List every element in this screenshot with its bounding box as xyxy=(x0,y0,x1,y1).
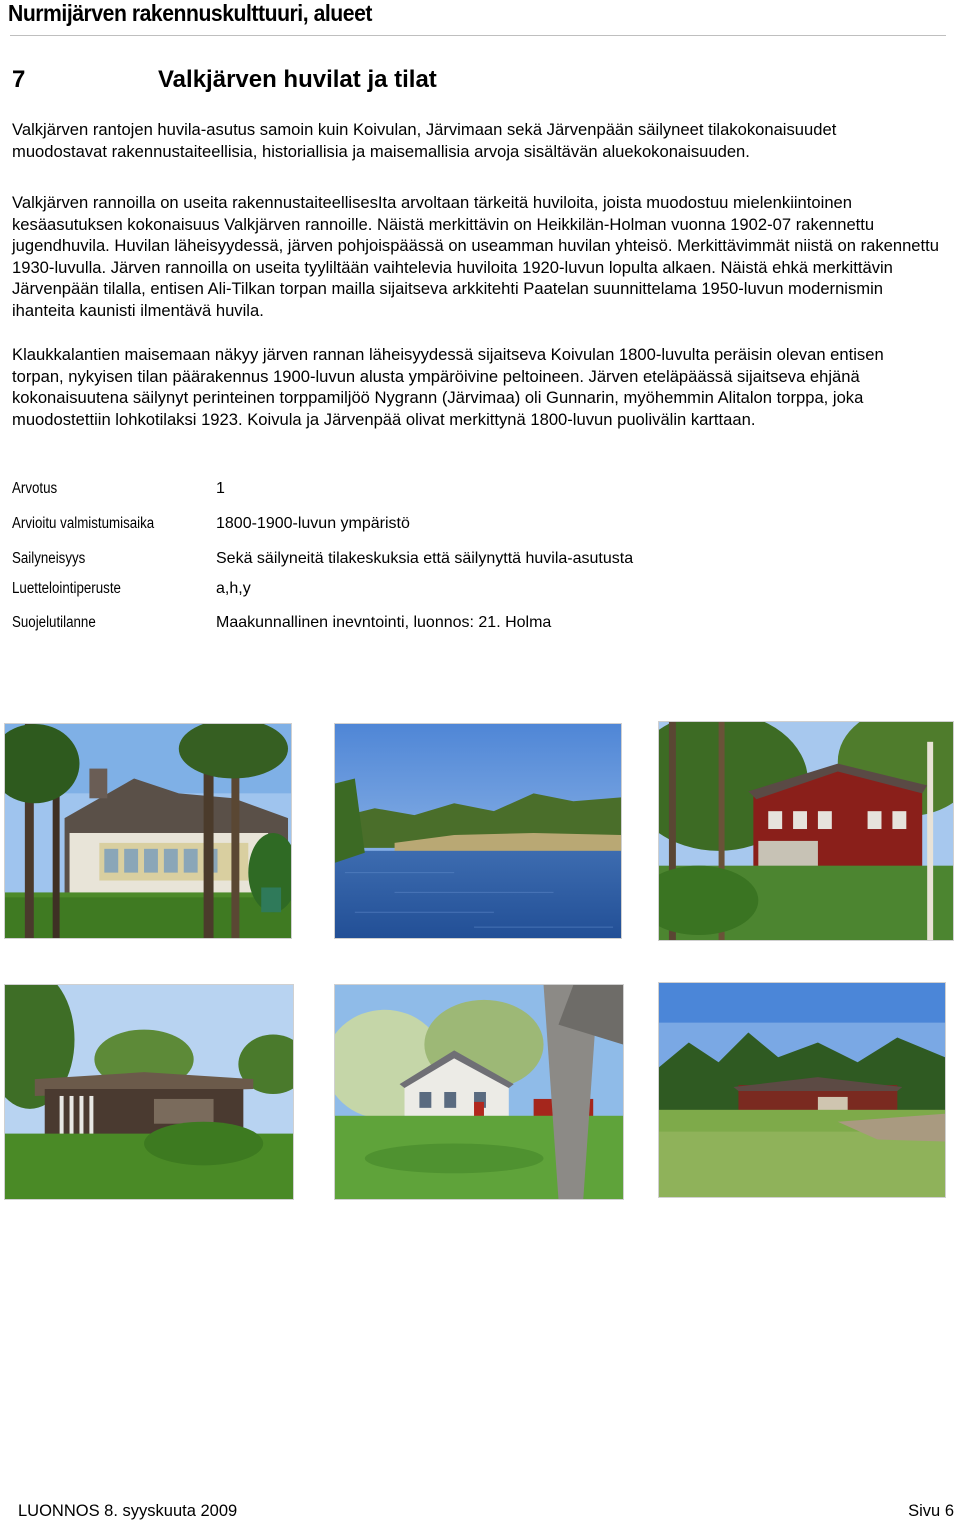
info-label: Arvotus xyxy=(12,480,58,497)
photo-modern-villa xyxy=(4,984,294,1200)
footer-page-number: Sivu 6 xyxy=(908,1502,954,1520)
photo-jugend-villa xyxy=(4,723,292,939)
footer-draft-date: LUONNOS 8. syyskuuta 2009 xyxy=(18,1502,238,1520)
section-title: Valkjärven huvilat ja tilat xyxy=(158,66,437,93)
info-value: 1800-1900-luvun ympäristö xyxy=(216,515,410,532)
info-value: Sekä säilyneitä tilakeskuksia että säilynyttä huvila-asutusta xyxy=(216,550,634,567)
photo-lake-view xyxy=(334,723,622,939)
intro-paragraph: Valkjärven rantojen huvila-asutus samoin kuin Koivulan, Järvimaan sekä Järvenpään säilyneet tilakokonaisuudet muodostavat rakennustaiteellisia, historiallisia ja maisemallisia arvoja sisältävän aluekokonaisuuden. xyxy=(12,120,837,161)
villas-paragraph: Valkjärven rannoilla on useita rakennustaiteellisesIta arvoltaan tärkeitä huviloita, joista muodostuu mielenkiintoinen kesäasutuksen kokonaisuus Valkjärven rannoille. Näistä merkittävin on Heikkilän-Holman vuonna 1902-07 rakennettu jugendhuvila. Huvilan läheisyydessä, järven pohjoispäässä on useamman huvilan yhteisö. Merkittävimmät niistä on rakennettu 1930-luvulla. Järven rannoilla on useita tyyliltään vaihtelevia huviloita 1920-luvun lopulta alkaen. Näistä ehkä merkittävin Järvenpään tilalla, entisen Ali-Tilkan torpan mailla sijaitseva arkkitehti Paatelan suunnittelama 1950-luvun modernismin ihanteita kaunisti ilmentävä huvila. xyxy=(12,193,939,320)
info-value: Maakunnallinen inevntointi, luonnos: 21. Holma xyxy=(216,614,552,631)
info-row-suojelutilanne xyxy=(12,614,932,636)
info-row-valmistumisaika xyxy=(12,515,932,537)
info-row-sailyneisyys xyxy=(12,550,932,572)
page-header-title: Nurmijärven rakennuskulttuuri, alueet xyxy=(8,0,372,26)
info-label: Luettelointiperuste xyxy=(12,580,121,597)
info-label: Arvioitu valmistumisaika xyxy=(12,515,155,532)
info-row-arvotus xyxy=(12,480,932,502)
info-label: Suojelutilanne xyxy=(12,614,96,631)
photo-red-house xyxy=(658,721,954,941)
landscape-paragraph: Klaukkalantien maisemaan näkyy järven rannan läheisyydessä sijaitseva Koivulan 1800-luvulta peräisin olevan entisen torpan, nykyisen tilan päärakennus 1900-luvun alusta ympäröivine peltoineen. Järven eteläpäässä sijaitseva ehjänä kokonaisuutena säilynyt perinteinen torppamiljöö Nygrann (Järvimaa) oli Gunnarin, myöhemmin Alitalon torppa, joka muodostettiin lohkotilaksi 1923. Koivula ja Järvenpää olivat merkittynä 1800-luvun puolivälin karttaan. xyxy=(12,345,884,429)
info-label: Sailyneisyys xyxy=(12,550,86,567)
info-row-luettelointiperuste xyxy=(12,580,932,602)
section-number: 7 xyxy=(12,66,26,93)
info-value: a,h,y xyxy=(216,580,251,597)
info-value: 1 xyxy=(216,480,225,497)
photo-white-house-tree xyxy=(334,984,624,1200)
photo-red-barn-field xyxy=(658,982,946,1198)
header-divider xyxy=(10,35,946,36)
